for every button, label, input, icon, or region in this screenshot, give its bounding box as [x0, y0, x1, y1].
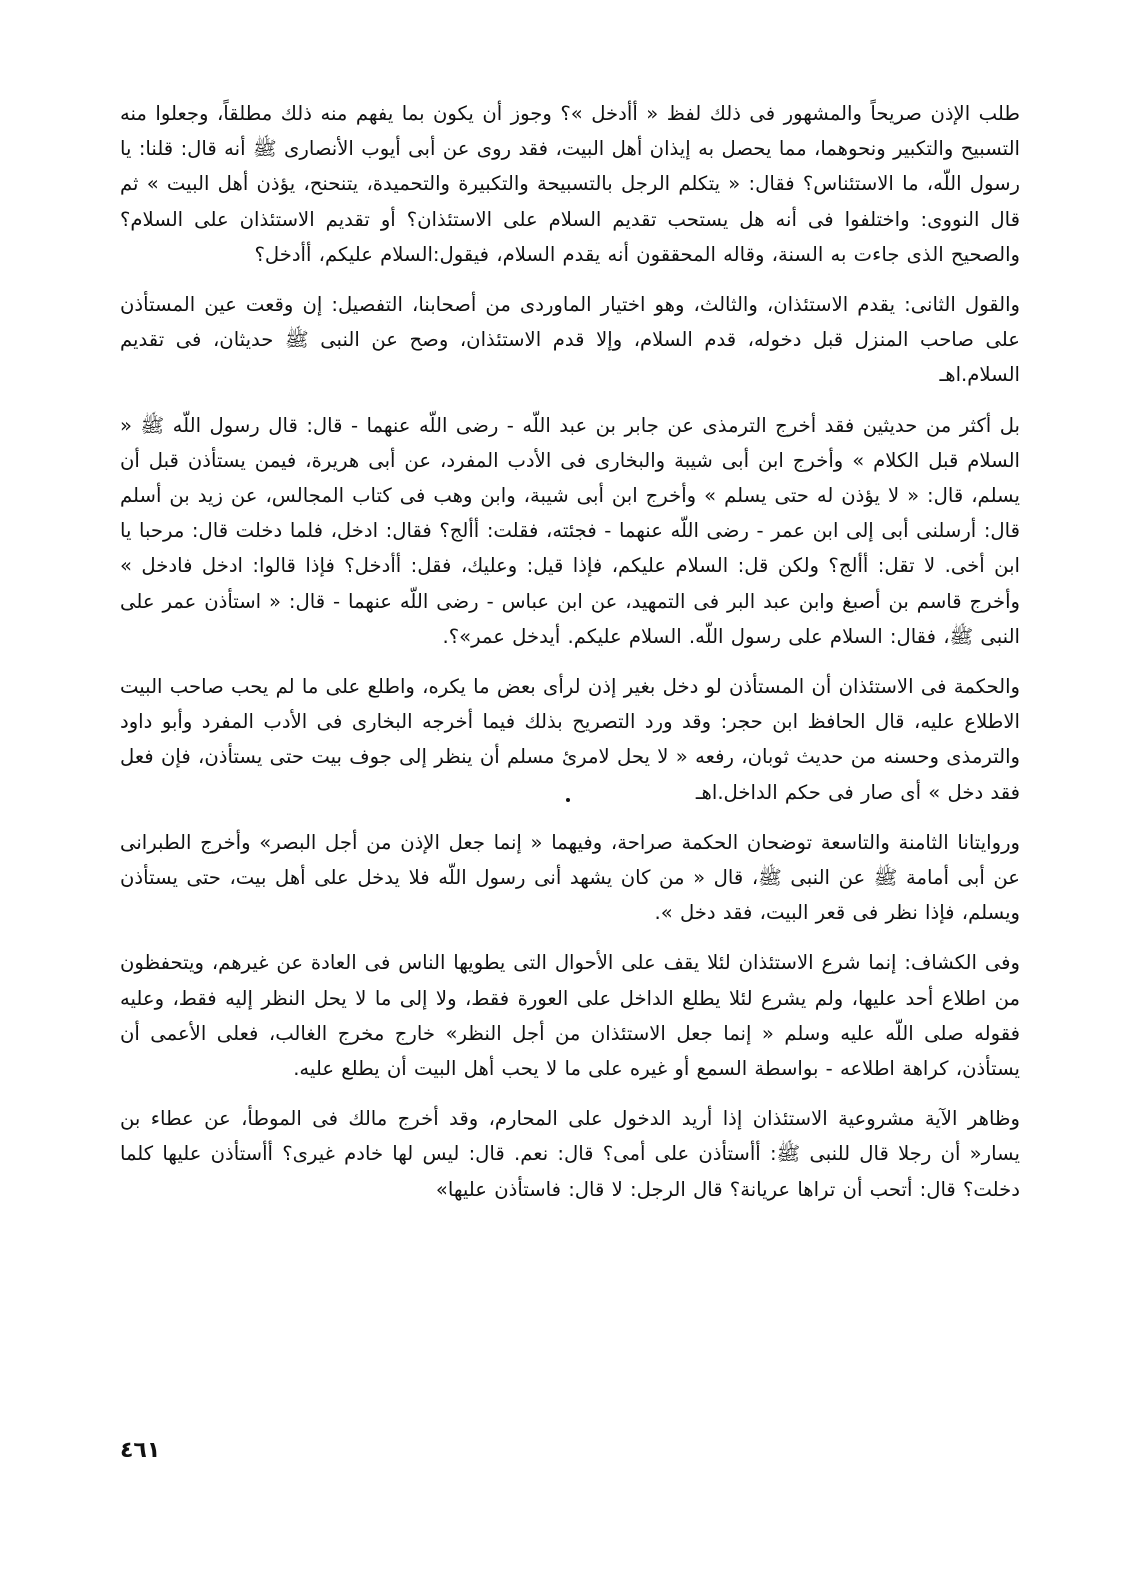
- paragraph-3: بل أكثر من حديثين فقد أخرج الترمذى عن جابر بن عبد اللّه - رضى اللّه عنهما - قال: قال رسول اللّه ﷺ « السلام قبل الكلام » وأخرج ابن أبى شيبة والبخارى فى الأدب المفرد، عن أبى هريرة، فيمن يستأذن قبل أن يسلم، قال: « لا يؤذن له حتى يسلم » وأخرج ابن أبى شيبة، وابن وهب فى كتاب المجالس، عن زيد بن أسلم قال: أرسلنى أبى إلى ابن عمر - رضى اللّه عنهما - فجئته، فقلت: أألج؟ فقال: ادخل، فلما دخلت قال: مرحبا يا ابن أخى. لا تقل: أألج؟ ولكن قل: السلام عليكم، فإذا قيل: وعليك، فقل: أأدخل؟ فإذا قالوا: ادخل فادخل » وأخرج قاسم بن أصبغ وابن عبد البر فى التمهيد، عن ابن عباس - رضى اللّه عنهما - قال: « استأذن عمر على النبى ﷺ، فقال: السلام على رسول اللّه. السلام عليكم. أيدخل عمر»؟.: [120, 413, 1020, 648]
- paragraph-6: وفى الكشاف: إنما شرع الاستئذان لئلا يقف على الأحوال التى يطويها الناس فى العادة عن غيرهم، ويتحفظون من اطلاع أحد عليها، ولم يشرع لئلا يطلع الداخل على العورة فقط، ولا إلى ما لا يحل النظر إليه فقط، وعليه فقوله صلى اللّه عليه وسلم « إنما جعل الاستئذان من أجل النظر» خارج مخرج الغالب، فعلى الأعمى أن يستأذن، كراهة اطلاعه - بواسطة السمع أو غيره على ما لا يحب أهل البيت أن يطلع عليه.: [120, 951, 1020, 1081]
- stray-ink-dot: [566, 798, 570, 802]
- page-number: ٤٦١: [120, 1438, 161, 1463]
- paragraph-2: والقول الثانى: يقدم الاستئذان، والثالث، وهو اختيار الماوردى من أصحابنا، التفصيل: إن وقعت عين المستأذن على صاحب المنزل قبل دخوله، قدم السلام، وإلا قدم الاستئذان، وصح عن النبى ﷺ حديثان، فى تقديم السلام.اهـ: [120, 293, 1020, 387]
- paragraph-1: طلب الإذن صريحاً والمشهور فى ذلك لفظ « أأدخل »؟ وجوز أن يكون بما يفهم منه ذلك مطلقاً، وجعلوا منه التسبيح والتكبير ونحوهما، مما يحصل به إيذان أهل البيت، فقد روى عن أبى أيوب الأنصارى ﷺ أنه قال: قلنا: يا رسول اللّه، ما الاستئناس؟ فقال: « يتكلم الرجل بالتسبيحة والتكبيرة والتحميدة، يتنحنح، يؤذن أهل البيت » ثم قال النووى: واختلفوا فى أنه هل يستحب تقديم السلام على الاستئذان؟ أو تقديم الاستئذان على السلام؟ والصحيح الذى جاءت به السنة، وقاله المحققون أنه يقدم السلام، فيقول:السلام عليكم، أأدخل؟: [120, 102, 1020, 266]
- page-body: [120, 96, 1020, 1222]
- paragraph-7: وظاهر الآية مشروعية الاستئذان إذا أريد الدخول على المحارم، وقد أخرج مالك فى الموطأ، عن عطاء بن يسار« أن رجلا قال للنبى ﷺ: أأستأذن على أمى؟ قال: نعم. قال: ليس لها خادم غيرى؟ أأستأذن عليها كلما دخلت؟ قال: أتحب أن تراها عريانة؟ قال الرجل: لا قال: فاستأذن عليها»: [120, 1107, 1020, 1201]
- paragraph-4: والحكمة فى الاستئذان أن المستأذن لو دخل بغير إذن لرأى بعض ما يكره، واطلع على ما لم يحب صاحب البيت الاطلاع عليه، قال الحافظ ابن حجر: وقد ورد التصريح بذلك فيما أخرجه البخارى فى الأدب المفرد وأبو داود والترمذى وحسنه من حديث ثوبان، رفعه « لا يحل لامرئ مسلم أن ينظر إلى جوف بيت حتى يستأذن، فإن فعل فقد دخل » أى صار فى حكم الداخل.اهـ: [120, 675, 1020, 804]
- paragraph-5: وروايتانا الثامنة والتاسعة توضحان الحكمة صراحة، وفيهما « إنما جعل الإذن من أجل البصر» وأخرج الطبرانى عن أبى أمامة ﷺ عن النبى ﷺ، قال « من كان يشهد أنى رسول اللّه فلا يدخل على أهل بيت، حتى يستأذن ويسلم، فإذا نظر فى قعر البيت، فقد دخل ».: [120, 830, 1020, 925]
